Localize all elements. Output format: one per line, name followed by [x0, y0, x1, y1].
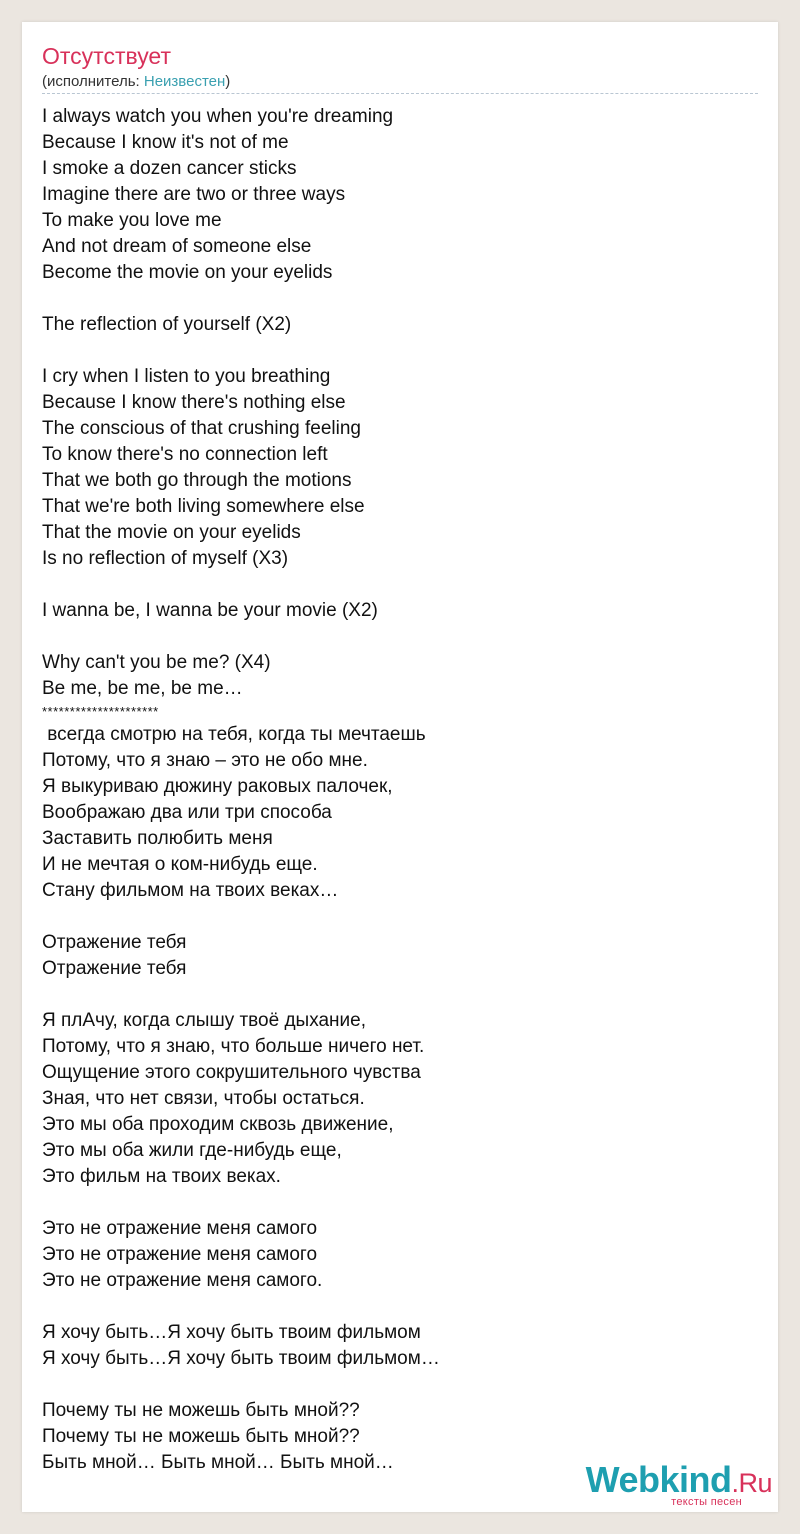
lyric-line: Because I know it's not of me — [42, 132, 289, 153]
lyric-line: Это не отражение меня самого. — [42, 1270, 323, 1291]
lyric-line: I always watch you when you're dreaming — [42, 106, 394, 127]
lyric-blank-line — [42, 624, 758, 650]
lyric-line: That we both go through the motions — [42, 470, 352, 491]
lyric-line: The conscious of that crushing feeling — [42, 418, 361, 439]
lyric-line: Я плАчу, когда слышу твоё дыхание, — [42, 1010, 367, 1031]
lyric-line: Отражение тебя — [42, 958, 187, 979]
lyric-line: Почему ты не можешь быть мной?? — [42, 1400, 360, 1421]
lyric-line: Я хочу быть…Я хочу быть твоим фильмом… — [42, 1348, 440, 1369]
lyric-blank-line — [42, 1190, 758, 1216]
lyric-line: That the movie on your eyelids — [42, 522, 301, 543]
lyric-line: ********************* — [42, 704, 159, 719]
lyric-blank-line — [42, 904, 758, 930]
lyric-line: The reflection of yourself (X2) — [42, 314, 292, 335]
lyric-blank-line — [42, 1294, 758, 1320]
lyric-line: I wanna be, I wanna be your movie (X2) — [42, 600, 378, 621]
lyric-line: всегда смотрю на тебя, когда ты мечтаешь — [42, 724, 426, 745]
lyrics-card — [22, 22, 778, 1512]
lyric-line: Я хочу быть…Я хочу быть твоим фильмом — [42, 1322, 421, 1343]
lyric-line: Это не отражение меня самого — [42, 1218, 318, 1239]
song-title: Отсутствует — [42, 43, 171, 69]
logo-word: Webkind — [585, 1459, 732, 1500]
artist-prefix: (исполнитель: — [42, 73, 144, 90]
lyric-line: Is no reflection of myself (X3) — [42, 548, 289, 569]
lyric-line: That we're both living somewhere else — [42, 496, 365, 517]
lyric-line: To know there's no connection left — [42, 444, 328, 465]
artist-link[interactable]: Неизвестен — [143, 73, 226, 90]
logo-tld: .Ru — [731, 1468, 772, 1498]
lyric-line: Это мы оба проходим сквозь движение, — [42, 1114, 394, 1135]
lyric-blank-line — [42, 1372, 758, 1398]
lyric-line: To make you love me — [42, 210, 222, 231]
lyric-line: Стану фильмом на твоих веках… — [42, 880, 339, 901]
lyric-line: Зная, что нет связи, чтобы остаться. — [42, 1088, 365, 1109]
lyric-blank-line — [42, 572, 758, 598]
lyric-blank-line — [42, 338, 758, 364]
lyric-line: Заставить полюбить меня — [42, 828, 273, 849]
artist-suffix: ) — [225, 73, 231, 90]
lyric-line: Это фильм на твоих веках. — [42, 1166, 281, 1187]
lyric-line: I smoke a dozen cancer sticks — [42, 158, 297, 179]
artist-line — [42, 72, 758, 94]
webkind-logo[interactable] — [582, 1458, 772, 1514]
lyric-blank-line — [42, 286, 758, 312]
lyric-line: Потому, что я знаю, что больше ничего нет. — [42, 1036, 425, 1057]
lyric-line: И не мечтая о ком-нибудь еще. — [42, 854, 318, 875]
lyric-line: I cry when I listen to you breathing — [42, 366, 331, 387]
lyric-line: Why can't you be me? (X4) — [42, 652, 271, 673]
lyric-line: Это мы оба жили где-нибудь еще, — [42, 1140, 342, 1161]
lyric-line: Воображаю два или три способа — [42, 802, 332, 823]
lyric-line: Ощущение этого сокрушительного чувства — [42, 1062, 421, 1083]
logo-tagline: тексты песен — [671, 1496, 742, 1508]
lyric-line: And not dream of someone else — [42, 236, 312, 257]
lyrics-text — [42, 104, 758, 1476]
lyric-line: Be me, be me, be me… — [42, 678, 243, 699]
lyric-line: Почему ты не можешь быть мной?? — [42, 1426, 360, 1447]
lyric-line: Imagine there are two or three ways — [42, 184, 346, 205]
lyric-line: Because I know there's nothing else — [42, 392, 346, 413]
lyric-line: Я выкуриваю дюжину раковых палочек, — [42, 776, 393, 797]
lyric-blank-line — [42, 982, 758, 1008]
lyric-line: Это не отражение меня самого — [42, 1244, 318, 1265]
lyric-line: Потому, что я знаю – это не обо мне. — [42, 750, 368, 771]
lyric-line: Отражение тебя — [42, 932, 187, 953]
lyric-line: Become the movie on your eyelids — [42, 262, 333, 283]
lyric-line: Быть мной… Быть мной… Быть мной… — [42, 1452, 394, 1473]
